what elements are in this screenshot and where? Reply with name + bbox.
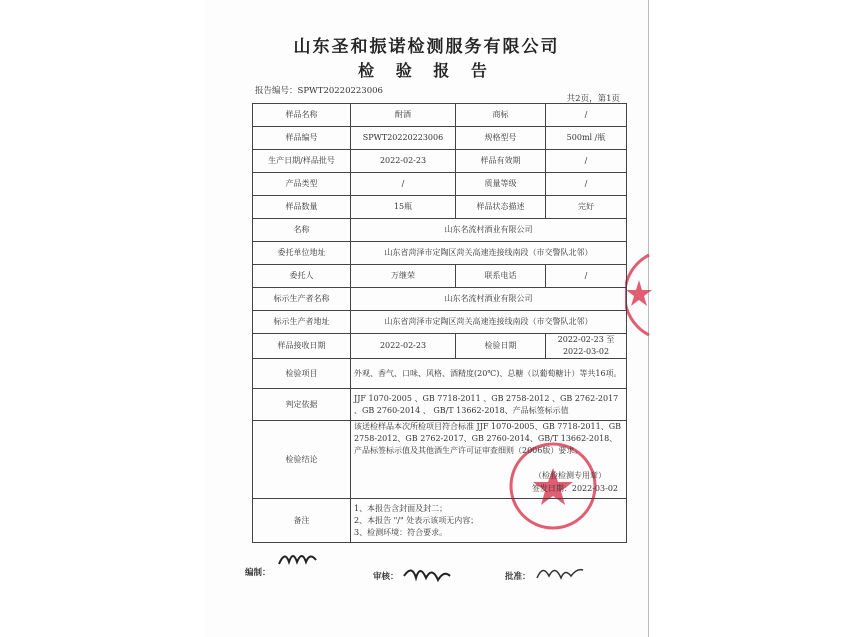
label: 检验结论 (253, 421, 351, 499)
report-title: 检 验 报 告 (358, 61, 495, 80)
label: 委托人 (253, 265, 351, 288)
label: 名称 (253, 219, 351, 242)
value: 2022-02-23 (351, 334, 456, 359)
value: 酎酒 (351, 104, 456, 127)
label: 产品类型 (253, 173, 351, 196)
value: / (351, 173, 456, 196)
label: 样品接收日期 (253, 334, 351, 359)
label: 商标 (456, 104, 546, 127)
value: / (546, 173, 627, 196)
row-producer-name (253, 288, 627, 311)
label: 标示生产者地址 (253, 311, 351, 334)
value: 山东省菏泽市定陶区菏关高速连接线南段（市交警队北邻） (351, 311, 627, 334)
remark-line: 1、本报告含封面及封二； (354, 503, 448, 513)
value: 2022-02-23 (351, 150, 456, 173)
signature-reviewed (400, 562, 455, 586)
value: 山东名流村酒业有限公司 (351, 219, 627, 242)
row-prod-date (253, 150, 627, 173)
label: 样品编号 (253, 127, 351, 150)
label: 联系电话 (456, 265, 546, 288)
value: JJF 1070-2005 、GB 7718-2011 、GB 2758-2012 、GB 2762-2017 、GB 2760-2014 、 GB/T 13662-2018、产品标签标示值 (351, 389, 627, 421)
value: 15瓶 (351, 196, 456, 219)
page-info: 共2页，第1页 (566, 94, 620, 104)
seal-note: （检验检测专用章） (534, 471, 606, 480)
star-icon (626, 280, 652, 306)
label: 委托单位地址 (253, 242, 351, 265)
signature-approved (533, 560, 588, 584)
conclusion-cell (351, 421, 627, 499)
company-name: 山东圣和振诺检测服务有限公司 (293, 37, 560, 57)
row-client-address (253, 242, 627, 265)
value: 山东省菏泽市定陶区菏关高速连接线南段（市交警队北邻） (351, 242, 627, 265)
label: 规格型号 (456, 127, 546, 150)
label: 生产日期/样品批号 (253, 150, 351, 173)
label: 样品有效期 (456, 150, 546, 173)
remark-line: 3、检测环境：符合要求。 (354, 527, 448, 537)
label: 检验日期 (456, 334, 546, 359)
label: 质量等级 (456, 173, 546, 196)
row-client (253, 265, 627, 288)
row-sample-no (253, 127, 627, 150)
row-quantity (253, 196, 627, 219)
partial-seal (625, 250, 653, 340)
approved-by-label: 批准： (505, 572, 531, 582)
label: 样品数量 (253, 196, 351, 219)
value: / (546, 150, 627, 173)
row-product-type (253, 173, 627, 196)
row-producer-address (253, 311, 627, 334)
value: 外观、香气、口味、风格、酒精度(20℃)、总糖（以葡萄糖计）等共16项。 (351, 359, 627, 389)
remark-line: 2、本报告 "/" 处表示该项无内容； (354, 515, 479, 525)
value: / (546, 265, 627, 288)
conclusion-text: 该送检样品本次所检项目符合标准 JJF 1070-2005、GB 7718-2011、GB 2758-2012、GB 2762-2017、GB 2760-2014、GB/T 13662-2018、产品标签标示值及其他酒生产许可证审查细则（2006版）要求。 (354, 422, 621, 455)
report-page (205, 0, 649, 637)
label: 检验项目 (253, 359, 351, 389)
row-conclusion (253, 421, 627, 499)
value: 万继荣 (351, 265, 456, 288)
value: / (546, 104, 627, 127)
reviewed-by-label: 审核： (373, 572, 399, 582)
label: 标示生产者名称 (253, 288, 351, 311)
value: 完好 (546, 196, 627, 219)
remarks-cell (351, 499, 627, 543)
label: 样品状态描述 (456, 196, 546, 219)
label: 备注 (253, 499, 351, 543)
value: 2022-02-23 至 2022-03-02 (546, 334, 627, 359)
row-remarks (253, 499, 627, 543)
label: 判定依据 (253, 389, 351, 421)
report-table (252, 103, 627, 543)
report-number: 报告编号：SPWT20220223006 (255, 86, 383, 96)
row-receive-date (253, 334, 627, 359)
issue-date: 签发日期：2022-03-02 (531, 484, 618, 493)
row-sample-name (253, 104, 627, 127)
value: 500ml /瓶 (546, 127, 627, 150)
row-basis (253, 389, 627, 421)
label: 样品名称 (253, 104, 351, 127)
row-name (253, 219, 627, 242)
value: 山东名流村酒业有限公司 (351, 288, 627, 311)
value: SPWT20220223006 (351, 127, 456, 150)
row-items (253, 359, 627, 389)
prepared-by-label: 编制： (245, 568, 271, 578)
signature-prepared (275, 548, 325, 570)
